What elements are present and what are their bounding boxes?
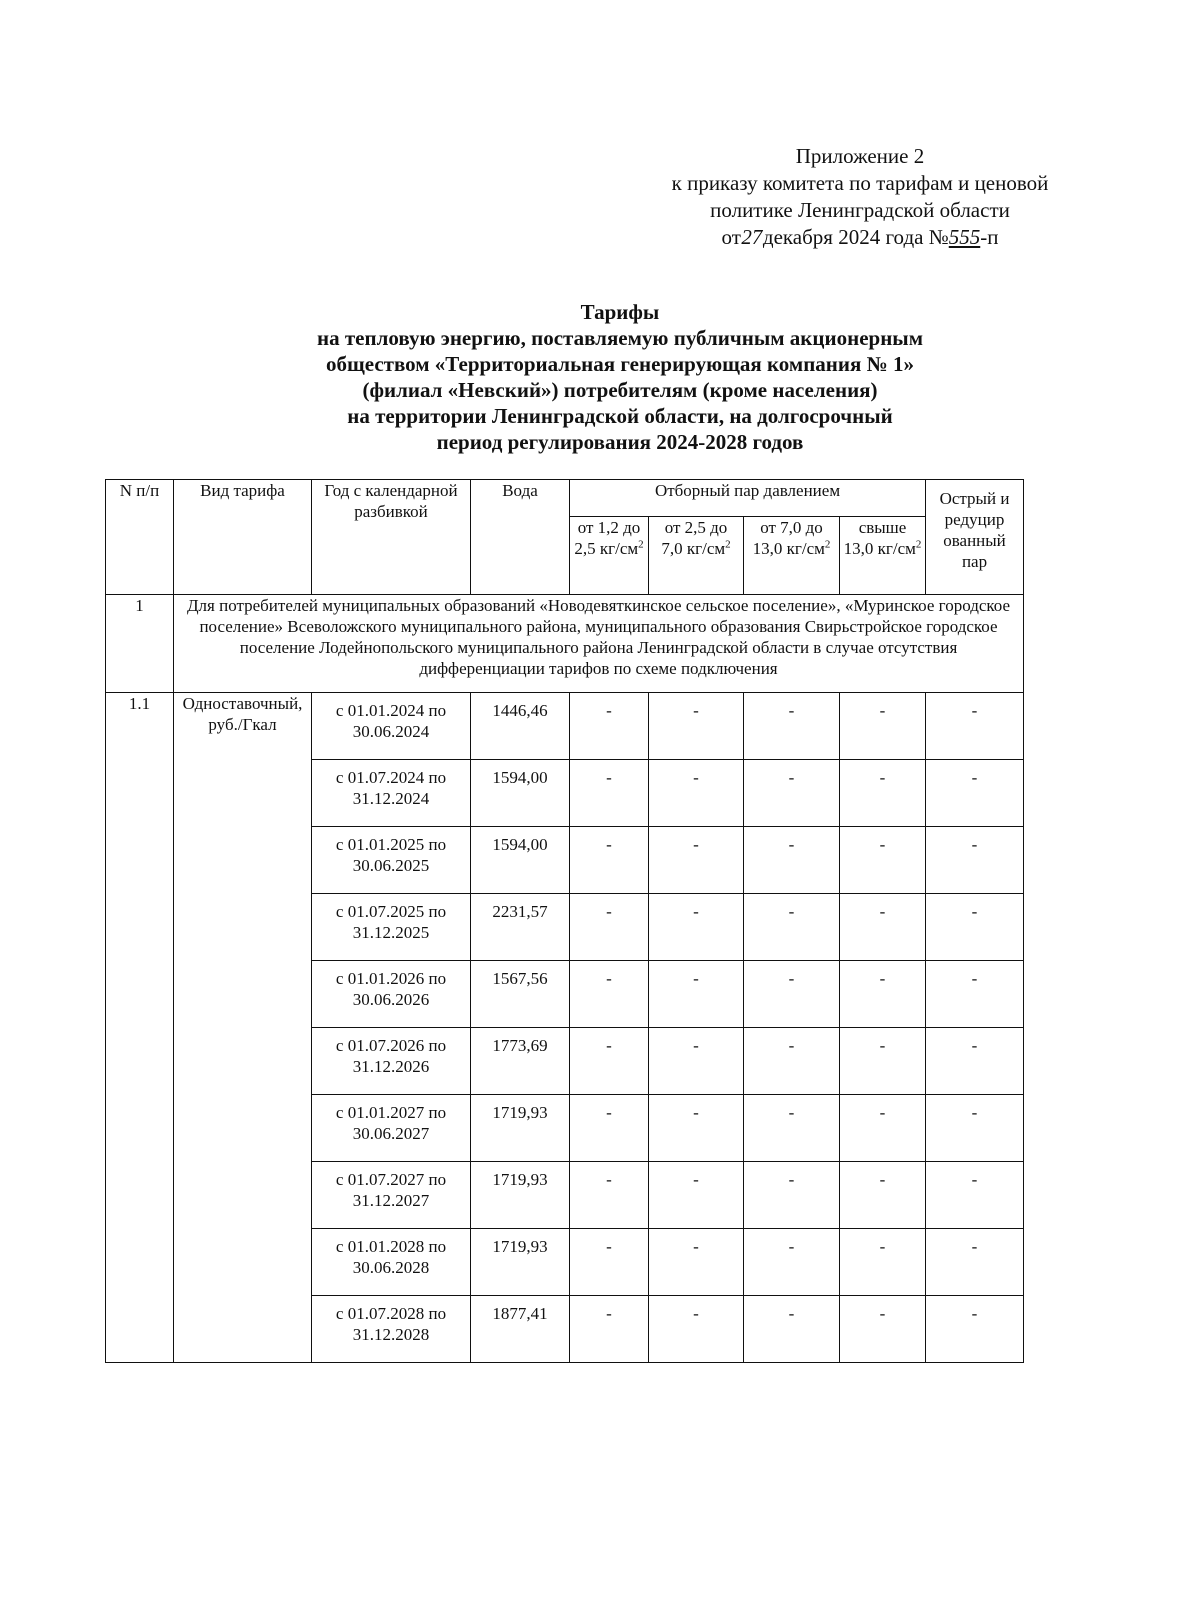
title-line-3: обществом «Территориальная генерирующая компания № 1»	[326, 352, 914, 376]
header-steam-3: от 7,0 до 13,0 $кг/см^2$	[744, 517, 840, 595]
empty-value-cell: -	[649, 1028, 744, 1095]
empty-value-cell: -	[744, 1028, 840, 1095]
empty-value-cell: -	[840, 1095, 926, 1162]
empty-value-cell: -	[744, 1095, 840, 1162]
empty-value-cell: -	[649, 1296, 744, 1363]
period-cell: с 01.07.2028 по 31.12.2028	[312, 1296, 471, 1363]
date-month-year: декабря 2024 года №	[762, 225, 949, 249]
empty-value-cell: -	[840, 760, 926, 827]
water-tariff-cell: 1567,56	[471, 961, 570, 1028]
period-cell: с 01.01.2026 по 30.06.2026	[312, 961, 471, 1028]
tariff-kind: Одноставочный, руб./Гкал	[174, 693, 312, 1363]
period-cell: с 01.07.2025 по 31.12.2025	[312, 894, 471, 961]
empty-value-cell: -	[926, 1028, 1024, 1095]
appendix-line-3: политике Ленинградской области	[710, 198, 1010, 222]
empty-value-cell: -	[840, 827, 926, 894]
header-water: Вода	[471, 480, 570, 595]
empty-value-cell: -	[744, 961, 840, 1028]
empty-value-cell: -	[926, 1162, 1024, 1229]
empty-value-cell: -	[570, 1229, 649, 1296]
header-steam-group: Отборный пар давлением	[570, 480, 926, 517]
empty-value-cell: -	[570, 1162, 649, 1229]
period-cell: с 01.07.2024 по 31.12.2024	[312, 760, 471, 827]
empty-value-cell: -	[926, 1095, 1024, 1162]
period-cell: с 01.01.2028 по 30.06.2028	[312, 1229, 471, 1296]
empty-value-cell: -	[926, 1229, 1024, 1296]
header-steam-4: свыше 13,0 $кг/см^2$	[840, 517, 926, 595]
empty-value-cell: -	[926, 1296, 1024, 1363]
empty-value-cell: -	[744, 760, 840, 827]
group-description: Для потребителей муниципальных образований «Новодевяткинское сельское поселение», «Муринское городское поселение» Всеволожского муниципального района, муниципального образования Свирьстройское городское поселение Лодейнопольского муниципального района Ленинградской области в случае отсутствия дифференциации тарифов по схеме подключения	[174, 595, 1024, 693]
water-tariff-cell: 2231,57	[471, 894, 570, 961]
empty-value-cell: -	[649, 1095, 744, 1162]
empty-value-cell: -	[840, 1028, 926, 1095]
header-sharp-steam: Острый и редуцир ованный пар	[926, 480, 1024, 595]
empty-value-cell: -	[926, 894, 1024, 961]
group-num: 1	[106, 595, 174, 693]
empty-value-cell: -	[570, 1095, 649, 1162]
appendix-line-1: Приложение 2	[795, 144, 925, 168]
order-suffix: -п	[980, 225, 999, 249]
empty-value-cell: -	[840, 1229, 926, 1296]
empty-value-cell: -	[744, 693, 840, 760]
empty-value-cell: -	[840, 1162, 926, 1229]
empty-value-cell: -	[926, 693, 1024, 760]
handwritten-order-number: 555	[948, 225, 981, 249]
empty-value-cell: -	[926, 961, 1024, 1028]
header-year: Год с календарной разбивкой	[312, 480, 471, 595]
empty-value-cell: -	[570, 827, 649, 894]
empty-value-cell: -	[744, 827, 840, 894]
water-tariff-cell: 1877,41	[471, 1296, 570, 1363]
document-title	[150, 299, 1090, 455]
appendix-header	[600, 143, 1120, 251]
header-steam-2: от 2,5 до 7,0 $кг/см^2$	[649, 517, 744, 595]
water-tariff-cell: 1594,00	[471, 827, 570, 894]
empty-value-cell: -	[649, 693, 744, 760]
empty-value-cell: -	[926, 760, 1024, 827]
water-tariff-cell: 1446,46	[471, 693, 570, 760]
empty-value-cell: -	[570, 894, 649, 961]
water-tariff-cell: 1719,93	[471, 1095, 570, 1162]
empty-value-cell: -	[649, 1162, 744, 1229]
empty-value-cell: -	[926, 827, 1024, 894]
empty-value-cell: -	[840, 693, 926, 760]
empty-value-cell: -	[649, 961, 744, 1028]
title-line-1: Тарифы	[580, 300, 660, 324]
date-prefix: от	[721, 225, 741, 249]
appendix-line-2: к приказу комитета по тарифам и ценовой	[671, 171, 1049, 195]
empty-value-cell: -	[744, 1296, 840, 1363]
empty-value-cell: -	[840, 961, 926, 1028]
period-cell: с 01.01.2025 по 30.06.2025	[312, 827, 471, 894]
empty-value-cell: -	[570, 961, 649, 1028]
empty-value-cell: -	[744, 1162, 840, 1229]
subgroup-num: 1.1	[106, 693, 174, 1363]
title-line-4: (филиал «Невский») потребителям (кроме населения)	[362, 378, 878, 402]
empty-value-cell: -	[649, 894, 744, 961]
empty-value-cell: -	[744, 894, 840, 961]
group-row	[106, 595, 1024, 693]
title-line-6: период регулирования 2024-2028 годов	[436, 430, 804, 454]
header-num: N п/п	[106, 480, 174, 595]
water-tariff-cell: 1719,93	[471, 1229, 570, 1296]
water-tariff-cell: 1773,69	[471, 1028, 570, 1095]
title-line-5: на территории Ленинградской области, на долгосрочный	[347, 404, 893, 428]
empty-value-cell: -	[649, 760, 744, 827]
empty-value-cell: -	[570, 693, 649, 760]
table-row	[106, 693, 1024, 760]
empty-value-cell: -	[649, 1229, 744, 1296]
header-row-1	[106, 480, 1024, 517]
appendix-date-line	[600, 224, 1120, 251]
title-line-2: на тепловую энергию, поставляемую публичным акционерным	[316, 326, 924, 350]
period-cell: с 01.01.2027 по 30.06.2027	[312, 1095, 471, 1162]
empty-value-cell: -	[649, 827, 744, 894]
header-steam-1: от 1,2 до 2,5 $кг/см^2$	[570, 517, 649, 595]
period-cell: с 01.07.2026 по 31.12.2026	[312, 1028, 471, 1095]
empty-value-cell: -	[744, 1229, 840, 1296]
period-cell: с 01.01.2024 по 30.06.2024	[312, 693, 471, 760]
handwritten-day: 27	[741, 225, 763, 249]
empty-value-cell: -	[840, 894, 926, 961]
water-tariff-cell: 1719,93	[471, 1162, 570, 1229]
water-tariff-cell: 1594,00	[471, 760, 570, 827]
empty-value-cell: -	[570, 760, 649, 827]
empty-value-cell: -	[840, 1296, 926, 1363]
empty-value-cell: -	[570, 1296, 649, 1363]
empty-value-cell: -	[570, 1028, 649, 1095]
tariffs-table	[105, 479, 1024, 1363]
period-cell: с 01.07.2027 по 31.12.2027	[312, 1162, 471, 1229]
header-kind: Вид тарифа	[174, 480, 312, 595]
